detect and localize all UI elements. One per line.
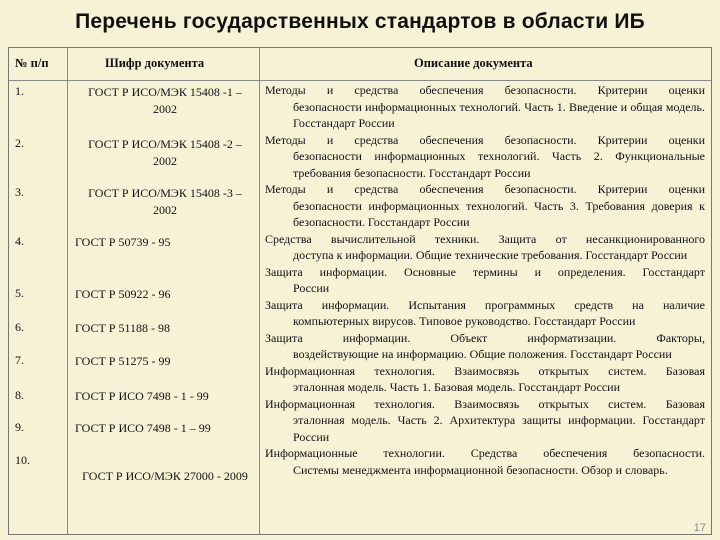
- document-code: ГОСТ Р 50739 - 95: [75, 235, 171, 249]
- row-number: 2.: [15, 136, 24, 150]
- row-number: 1.: [15, 84, 24, 98]
- document-code: ГОСТ Р ИСО 7498 - 1 – 99: [75, 421, 211, 435]
- document-description: Защита информации. Основные термины и определения. Госстандарт России: [265, 264, 705, 295]
- page-number: 17: [693, 522, 706, 534]
- header-num: № п/п: [15, 56, 49, 70]
- document-description: Информационная технология. Взаимосвязь открытых систем. Базовая эталонная модель. Часть 1. Базовая модель. Госстандарт России: [265, 363, 705, 394]
- document-code: ГОСТ Р 51188 - 98: [75, 321, 171, 335]
- row-number: 9.: [15, 420, 24, 434]
- page-title: Перечень государственных стандартов в области ИБ: [75, 10, 645, 33]
- document-description: Средства вычислительной техники. Защита от несанкционированного доступа к информации. Общие технические требования. Госстандарт России: [265, 231, 705, 262]
- row-number: 7.: [15, 353, 24, 367]
- document-description: Методы и средства обеспечения безопасности. Критерии оценки безопасности информационных технологий. Часть 2. Функциональные требования безопасности. Госстандарт России: [265, 132, 705, 180]
- document-code: ГОСТ Р ИСО/МЭК 15408 -3 – 2002: [88, 186, 242, 217]
- document-description: Информационная технология. Взаимосвязь открытых систем. Базовая эталонная модель. Часть 2. Архитектура защиты информации. Госстандарт России: [265, 396, 705, 444]
- document-description: Защита информации. Испытания программных средств на наличие компьютерных вирусов. Типовое руководство. Госстандарт России: [265, 297, 705, 328]
- document-description: Защита информации. Объект информатизации. Факторы, воздействующие на информацию. Общие положения. Госстандарт России: [265, 330, 705, 361]
- row-number: 10.: [15, 453, 30, 467]
- row-number: 8.: [15, 388, 24, 402]
- document-description: Информационные технологии. Средства обеспечения безопасности. Системы менеджмента информационной безопасности. Обзор и словарь.: [265, 446, 705, 477]
- document-description: Методы и средства обеспечения безопасности. Критерии оценки безопасности информационных технологий. Часть 3. Требования доверия к безопасности. Госстандарт России: [265, 182, 705, 229]
- document-code: ГОСТ Р ИСО/МЭК 27000 - 2009: [82, 469, 248, 483]
- column-divider: [259, 48, 260, 534]
- document-code: ГОСТ Р ИСО/МЭК 15408 -2 – 2002: [88, 137, 242, 168]
- document-code: ГОСТ Р 50922 - 96: [75, 287, 171, 301]
- header-code: Шифр документа: [105, 56, 205, 70]
- column-divider: [67, 48, 68, 534]
- document-code: ГОСТ Р ИСО/МЭК 15408 -1 – 2002: [88, 85, 242, 116]
- row-number: 6.: [15, 320, 24, 334]
- header-desc: Описание документа: [414, 56, 533, 70]
- document-code: ГОСТ Р 51275 - 99: [75, 354, 171, 368]
- standards-table: [8, 47, 712, 535]
- row-number: 5.: [15, 286, 24, 300]
- row-number: 4.: [15, 234, 24, 248]
- document-code: ГОСТ Р ИСО 7498 - 1 - 99: [75, 389, 209, 403]
- row-number: 3.: [15, 185, 24, 199]
- document-description: Методы и средства обеспечения безопасности. Критерии оценки безопасности информационных технологий. Часть 1. Введение и общая модель. Госстандарт России: [265, 83, 705, 130]
- descriptions-column: [265, 82, 705, 478]
